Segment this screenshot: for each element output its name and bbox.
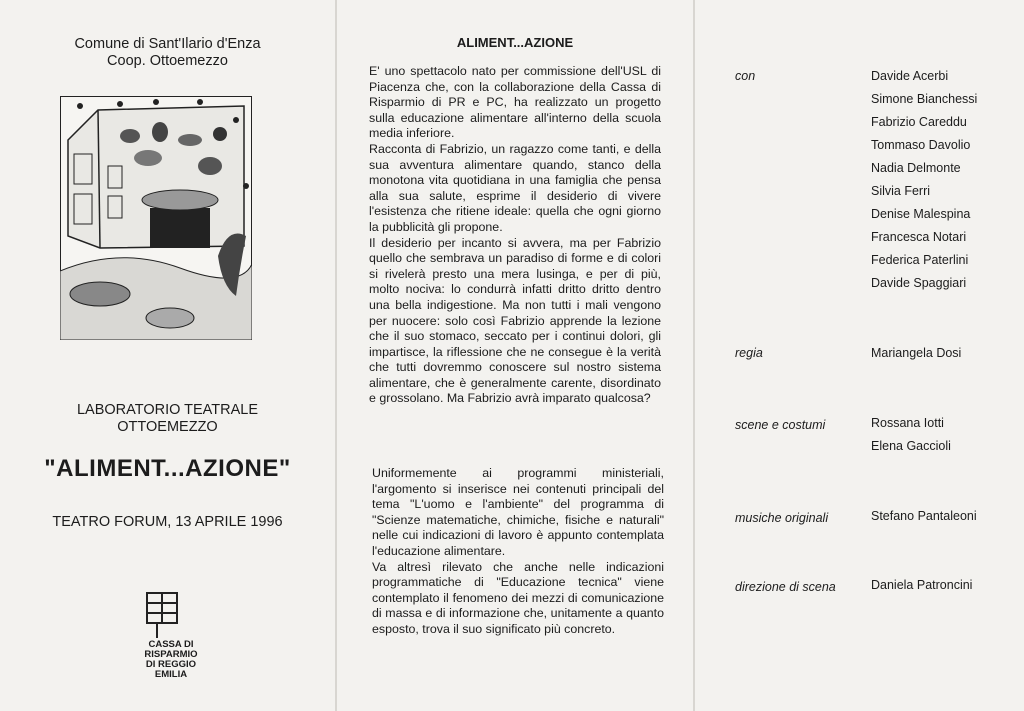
cast-name: Denise Malespina (871, 207, 971, 221)
bank-logo-text: CASSA DI RISPARMIO DI REGGIO EMILIA (144, 639, 198, 680)
cast-name: Nadia Delmonte (871, 161, 961, 175)
cast-name: Davide Acerbi (871, 69, 949, 83)
description-title: ALIMENT...AZIONE (456, 35, 574, 50)
sets-role-label: scene e costumi (735, 418, 826, 432)
direction-name: Mariangela Dosi (871, 346, 962, 360)
lab-line-2: OTTOEMEZZO (117, 419, 218, 435)
paragraph-4: Uniformemente ai programmi ministeriali, l'argomento si inserisce nei contenuti principali del tema "L'uomo e l'ambiente" del programma di "Scienze matematiche, chimiche, fisiche e naturali" nelle cui indicazioni di lavoro è appunto contemplata l'educazione alimentare. (372, 466, 664, 558)
cast-name: Silvia Ferri (871, 184, 931, 198)
paragraph-1: E' uno spettacolo nato per commissione dell'USL di Piacenza che, con la collaborazione della Cassa di Risparmio di PR e PC, ha realizzato un progetto sulla educazione alimentare all'interno della scuola media inferiore. (369, 64, 661, 141)
music-role-label: musiche originali (735, 511, 829, 525)
cast-name: Davide Spaggiari (871, 276, 967, 290)
cast-role-label: con (735, 69, 756, 83)
show-title: "ALIMENT...AZIONE" (44, 455, 291, 482)
cast-name: Simone Bianchessi (871, 92, 978, 106)
stage-name: Daniela Patroncini (871, 578, 973, 592)
cast-name: Federica Paterlini (871, 253, 969, 267)
curriculum-text (372, 466, 664, 638)
cast-name: Fabrizio Careddu (871, 115, 967, 129)
direction-role-label: regia (735, 346, 763, 360)
sets-name: Elena Gaccioli (871, 439, 951, 453)
organizer-line-1: Comune di Sant'Ilario d'Enza (74, 36, 261, 52)
lab-line-1: LABORATORIO TEATRALE (76, 402, 259, 418)
paragraph-3: Il desiderio per incanto si avvera, ma per Fabrizio quello che sembrava un paradiso di forme e di colori si rivelerà presto una mera lusinga, e per di più, molto nociva: lo condurrà infatti dritto dritto dentro una bella indigestione. Ma non tutti i mali vengono per nuocere: solo così Fabrizio apprende la lezione che il suo stomaco, seccato per i continui dolori, gli impartisce, la riflessione che ne consegue è la verità che tutti dovremmo conoscere sul nostro sistema alimentare, che è generalmente carente, disordinato e grossolano. Ma Fabrizio avrà imparato qualcosa? (369, 235, 661, 406)
paragraph-2: Racconta di Fabrizio, un ragazzo come tanti, e della sua avventura alimentare quando, stanco della monotona vita quotidiana in una famiglia che pensa alla sua salute, esprime il desiderio di vivere l'esistenza che ritiene ideale: quella che ogni giorno la pubblicità gli propone. (369, 141, 661, 234)
sets-name: Rossana Iotti (871, 416, 944, 430)
cast-name: Tommaso Davolio (871, 138, 971, 152)
stage-role-label: direzione di scena (735, 580, 836, 594)
credits-panel (695, 0, 1024, 711)
venue-date: TEATRO FORUM, 13 APRILE 1996 (52, 514, 283, 530)
cover-drawing (60, 96, 252, 340)
organizer-line-2: Coop. Ottoemezzo (107, 53, 228, 69)
description-panel (337, 0, 693, 711)
description-text (369, 64, 661, 407)
music-name: Stefano Pantaleoni (871, 509, 977, 523)
cover-panel (0, 0, 335, 711)
cast-name: Francesca Notari (871, 230, 967, 244)
paragraph-5: Va altresì rilevato che anche nelle indicazioni programmatiche di "Educazione tecnica" viene contemplato il fenomeno dei mezzi di comunicazione di massa e di informazione che, unitamente a quanto esposto, trova il suo significato più concreto. (372, 559, 664, 636)
